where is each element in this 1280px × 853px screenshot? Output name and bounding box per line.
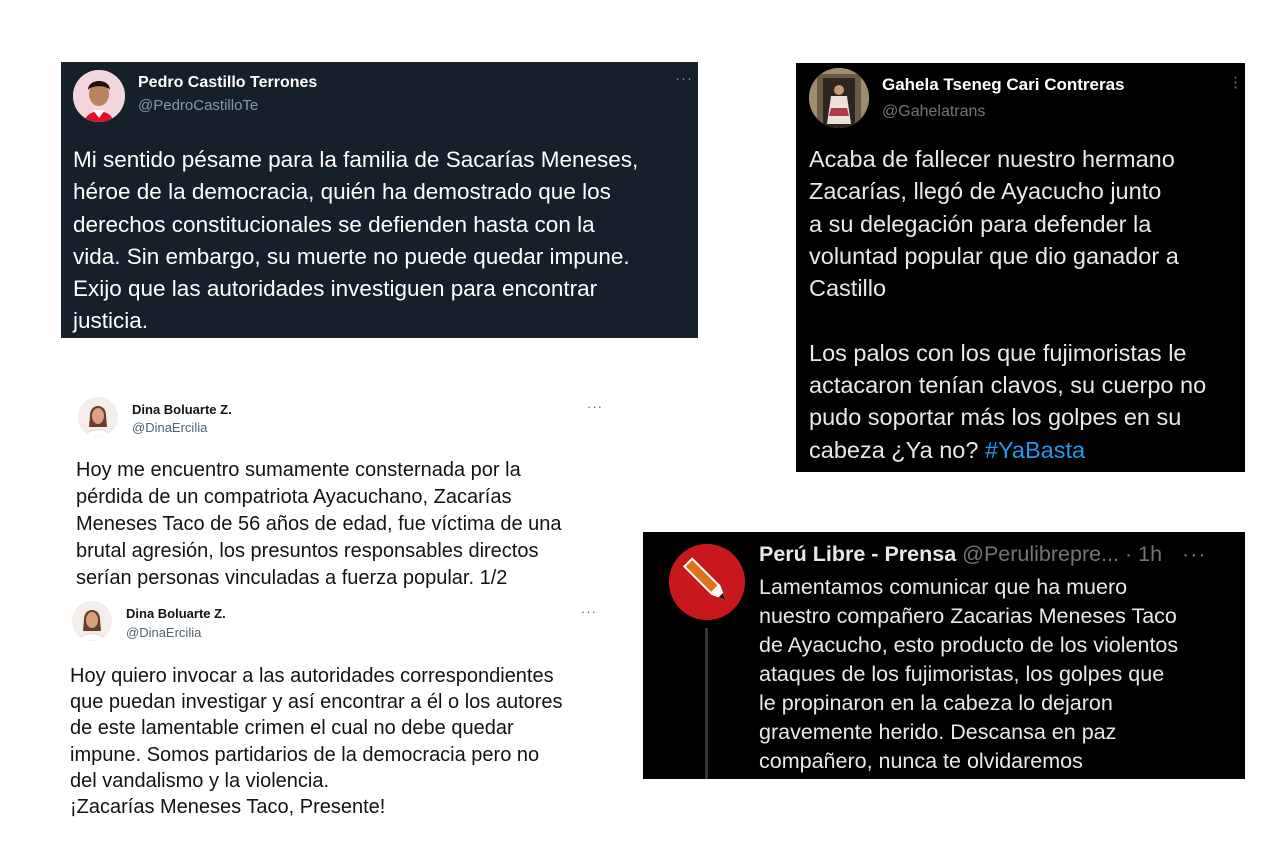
avatar[interactable] xyxy=(669,544,745,620)
display-name[interactable]: Perú Libre - Prensa xyxy=(759,542,957,566)
tweet-text-content: Acaba de fallecer nuestro hermano Zacarías, llegó de Ayacucho junto a su delegación para defender la voluntad popular que dio ganador a Castillo Los palos con los que fujimoristas le actacaron tenían clavos, su cuerpo no pudo soportar más los golpes en su cabeza ¿Ya no? xyxy=(809,146,1207,463)
user-handle[interactable]: @DinaErcilia xyxy=(132,420,208,435)
avatar[interactable] xyxy=(72,601,112,641)
user-handle[interactable]: @Perulibrepre... xyxy=(962,542,1120,566)
avatar[interactable] xyxy=(809,68,869,128)
more-options-icon[interactable]: ··· xyxy=(587,399,603,414)
person-avatar-icon xyxy=(78,397,118,437)
more-options-icon[interactable]: ⋮ xyxy=(1228,74,1244,91)
tweet-text: Hoy quiero invocar a las autoridades correspondientes que puedan investigar y así encontrar a él o los autores de este lamentable crimen el cual no debe quedar impune. Somos partidarios de la democracia pero no del vandalismo y la violencia. ¡Zacarías Meneses Taco, Presente! xyxy=(70,665,563,819)
avatar[interactable] xyxy=(73,70,125,122)
display-name[interactable]: Gahela Tseneg Cari Contreras xyxy=(882,75,1125,94)
tweet-text xyxy=(809,143,1245,466)
tweet-card-peru-libre[interactable] xyxy=(643,532,1245,779)
person-avatar-icon xyxy=(72,601,112,641)
tweet-card-dina-2[interactable] xyxy=(60,595,620,830)
display-name[interactable]: Dina Boluarte Z. xyxy=(132,402,232,417)
tweet-card-dina-1[interactable] xyxy=(60,385,620,590)
person-avatar-icon xyxy=(809,68,869,128)
tweet-card-gahela[interactable] xyxy=(796,63,1245,472)
timestamp[interactable]: · 1h xyxy=(1125,542,1163,566)
tweet-text: Hoy me encuentro sumamente consternada por la pérdida de un compatriota Ayacuchano, Zacarías Meneses Taco de 56 años de edad, fue víctima de una brutal agresión, los presuntos responsables directos serían personas vinculadas a fuerza popular. 1/2 xyxy=(76,459,562,589)
user-handle[interactable]: @DinaErcilia xyxy=(126,625,202,640)
tweet-header xyxy=(759,542,1207,567)
display-name[interactable]: Dina Boluarte Z. xyxy=(126,606,226,621)
avatar[interactable] xyxy=(78,397,118,437)
hashtag-link[interactable]: #YaBasta xyxy=(984,436,1086,463)
display-name[interactable]: Pedro Castillo Terrones xyxy=(138,74,318,91)
thread-line xyxy=(705,628,708,779)
tweet-text: Mi sentido pésame para la familia de Sacarías Meneses, héroe de la democracia, quién ha demostrado que los derechos constitucionales se defienden hasta con la vida. Sin embargo, su muerte no puede quedar impune. Exijo que las autoridades investiguen para encontrar justicia. xyxy=(73,147,639,334)
user-handle[interactable]: @PedroCastilloTe xyxy=(138,97,259,114)
tweet-text: Lamentamos comunicar que ha muero nuestro compañero Zacarias Meneses Taco de Ayacucho, esto producto de los violentos ataques de los fujimoristas, los golpes que le propinaron en la cabeza lo dejaron gravemente herido. Descansa en paz compañero, nunca te olvidaremos xyxy=(759,575,1179,773)
more-options-icon[interactable]: ··· xyxy=(581,604,597,619)
person-avatar-icon xyxy=(73,70,125,122)
tweet-card-pedro-castillo[interactable] xyxy=(61,62,698,338)
more-options-icon[interactable]: ··· xyxy=(675,70,693,87)
more-options-icon[interactable]: ··· xyxy=(1182,542,1207,566)
pencil-icon xyxy=(669,544,745,620)
user-handle[interactable]: @Gahelatrans xyxy=(882,103,986,120)
